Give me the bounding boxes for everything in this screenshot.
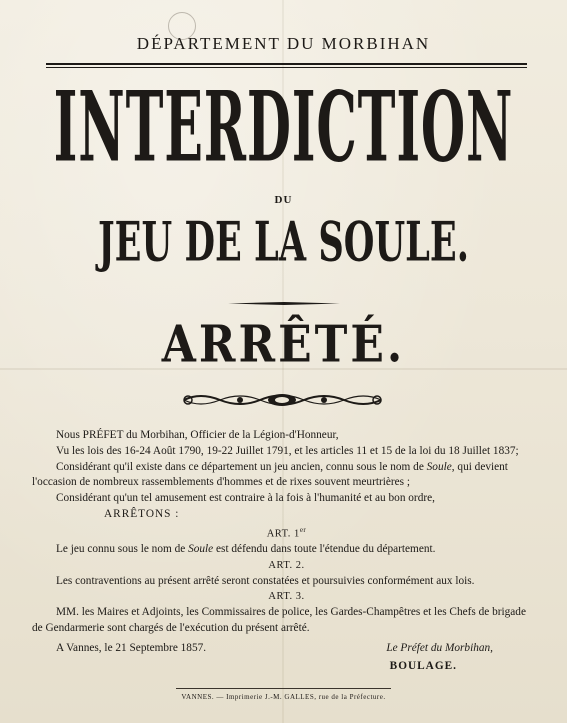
article-3-text: MM. les Maires et Adjoints, les Commissaires de police, les Gardes-Champêtres et les Chefs de brigade [56, 606, 526, 619]
consideration-line [32, 460, 541, 476]
consideration-text: Considérant qu'il existe dans ce département un jeu ancien, connu sous le nom de [56, 460, 427, 473]
subject-title: JEU DE LA SOULE. [98, 210, 469, 275]
header-double-rule [46, 63, 527, 65]
article-label: ART. 1 [266, 528, 300, 540]
printer-rule [176, 688, 391, 689]
article-3-label: ART. 3. [268, 591, 305, 603]
article-3-text-continued: de Gendarmerie sont chargés de l'exécution du présent arrêté. [32, 622, 310, 635]
separator-rule-icon [228, 302, 340, 305]
signatory-title: Le Préfet du Morbihan, [386, 641, 493, 654]
article-text: est défendu dans toute l'étendue du département. [213, 543, 436, 556]
place-date: A Vannes, le 21 Septembre 1857. [56, 641, 207, 654]
game-name: Soule [188, 543, 214, 556]
arretons-heading: ARRÊTONS : [104, 507, 180, 520]
signatory-name: BOULAGE. [389, 659, 457, 672]
legal-basis-line: Vu les lois des 16-24 Août 1790, 19-22 Juillet 1791, et les articles 11 et 15 de la loi du 18 Juillet 1837; [56, 444, 519, 457]
second-consideration-line: Considérant qu'un tel amusement est contraire à la fois à l'humanité et au bon ordre, [56, 492, 435, 505]
article-2-text: Les contraventions au présent arrêté seront constatées et poursuivies conformément aux lois. [56, 574, 475, 587]
decree-heading: ARRÊTÉ. [161, 315, 406, 375]
title-connector: DU [274, 194, 293, 206]
article-text: Le jeu connu sous le nom de [56, 543, 189, 556]
department-header: DÉPARTEMENT DU MORBIHAN [136, 34, 431, 53]
article-1-label [32, 523, 541, 542]
game-name: Soule [426, 460, 452, 473]
preamble-line: Nous PRÉFET du Morbihan, Officier de la Légion-d'Honneur, [56, 429, 339, 441]
article-1-text [32, 542, 541, 558]
consideration-line-continued: l'occasion de nombreux rassemblements d'hommes et de rixes souvent meurtrières ; [32, 476, 411, 489]
closing-row [32, 641, 541, 657]
ornament-flourish-icon [180, 390, 385, 410]
decree-body [32, 428, 541, 674]
main-title: INTERDICTION [53, 70, 514, 184]
article-superscript: er [299, 525, 307, 534]
article-2-label: ART. 2. [268, 559, 305, 571]
printer-imprint: VANNES. — Imprimerie J.-M. GALLES, rue de la Préfecture. [181, 693, 386, 701]
consideration-text: , qui devient [451, 460, 508, 473]
